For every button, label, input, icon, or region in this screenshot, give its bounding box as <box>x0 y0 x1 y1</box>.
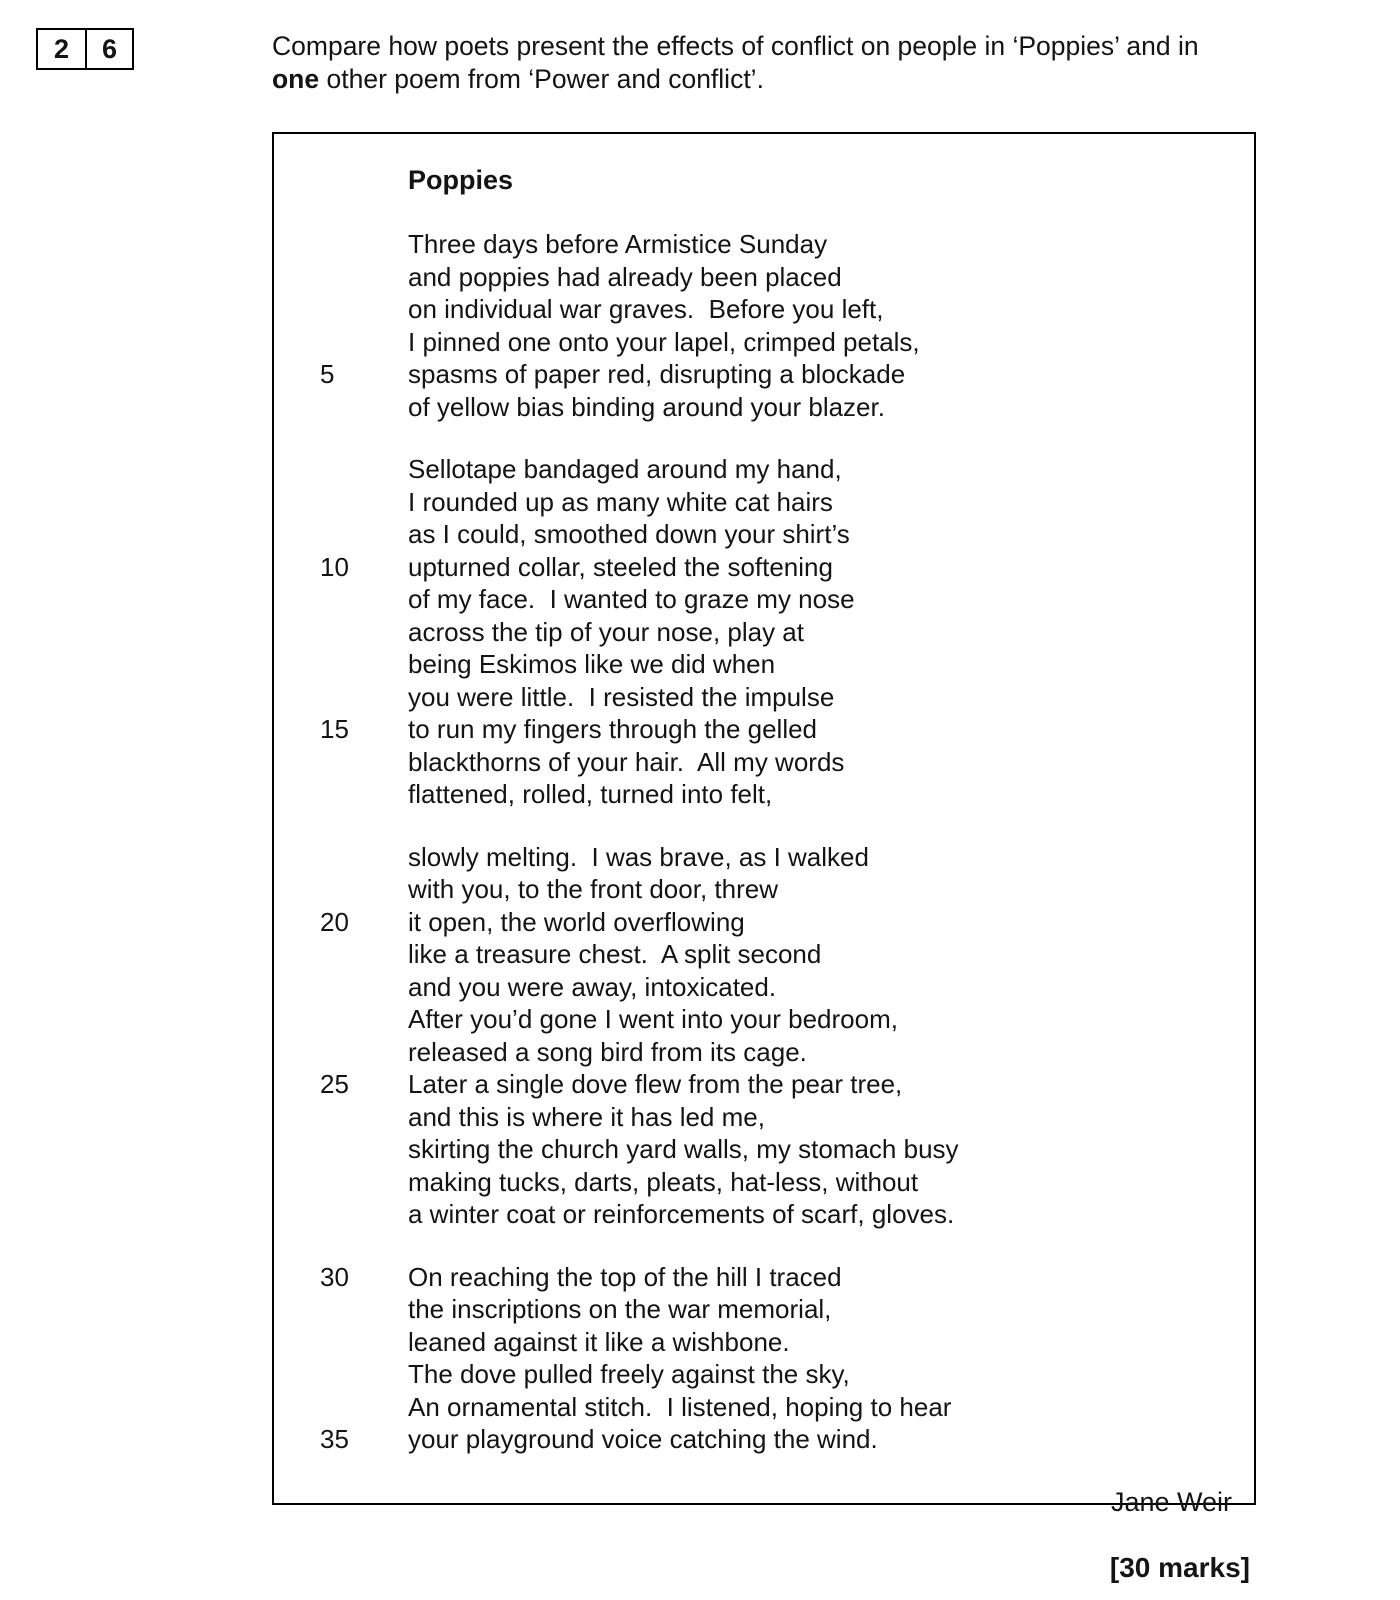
poem-body <box>320 228 1234 1456</box>
poem-line-text: and poppies had already been placed <box>408 261 842 292</box>
poem-line-text: and this is where it has led me, <box>408 1101 765 1132</box>
poem-line <box>320 1198 1234 1231</box>
poem-line <box>320 906 1234 939</box>
question-text-bold-word: one <box>272 64 320 94</box>
line-number <box>320 1036 408 1069</box>
poem-line <box>320 453 1234 486</box>
poem-line-text: and you were away, intoxicated. <box>408 971 777 1002</box>
poem-line <box>320 1423 1234 1456</box>
poem-author: Jane Weir <box>1110 1486 1232 1517</box>
poem-line-text: your playground voice catching the wind. <box>408 1424 878 1454</box>
question-text <box>272 30 1282 96</box>
poem-line <box>320 261 1234 294</box>
poem-line-text: I pinned one onto your lapel, crimped petals, <box>408 326 920 357</box>
poem-line <box>320 391 1234 424</box>
poem-line-text: a winter coat or reinforcements of scarf, gloves. <box>408 1199 955 1229</box>
poem-line <box>320 778 1234 811</box>
poem-line <box>320 1293 1234 1326</box>
poem-line-text: leaned against it like a wishbone. <box>408 1326 790 1357</box>
poem-line-text: of yellow bias binding around your blazer. <box>408 391 885 422</box>
poem-line-text: as I could, smoothed down your shirt’s <box>408 519 850 549</box>
poem-line-text: upturned collar, steeled the softening <box>408 551 833 582</box>
poem-line-text: After you’d gone I went into your bedroom, <box>408 1004 898 1034</box>
poem-line <box>320 1358 1234 1391</box>
poem-line-text: flattened, rolled, turned into felt, <box>408 779 773 809</box>
poem-line-text: slowly melting. I was brave, as I walked <box>408 841 869 872</box>
poem-line-text: skirting the church yard walls, my stomach busy <box>408 1134 959 1164</box>
line-number <box>320 583 408 616</box>
line-number: 20 <box>320 906 349 937</box>
poem-line <box>320 681 1234 714</box>
poem-stanza <box>320 1261 1234 1456</box>
line-number <box>320 648 408 681</box>
poem-line <box>320 616 1234 649</box>
poem-line-text: I rounded up as many white cat hairs <box>408 486 833 517</box>
poem-title: Poppies <box>408 165 514 195</box>
poem-line <box>320 746 1234 779</box>
poem-line <box>320 841 1234 874</box>
line-number <box>320 616 408 649</box>
poem-line <box>320 1068 1234 1101</box>
poem-line <box>320 1261 1234 1294</box>
line-number <box>320 1326 408 1359</box>
line-number <box>320 1293 408 1326</box>
question-number-box <box>36 28 134 70</box>
poem-line-text: spasms of paper red, disrupting a blockade <box>408 359 906 389</box>
poem-line <box>320 1133 1234 1166</box>
poem-line <box>320 873 1234 906</box>
poem-line <box>320 358 1234 391</box>
poem-line-text: it open, the world overflowing <box>408 906 745 937</box>
poem-line <box>320 228 1234 261</box>
line-number: 35 <box>320 1424 349 1454</box>
poem-line <box>320 486 1234 519</box>
poem-line-text: being Eskimos like we did when <box>408 649 776 679</box>
poem-line <box>320 1003 1234 1036</box>
poem-line-text: The dove pulled freely against the sky, <box>408 1359 850 1389</box>
poem-line-text: released a song bird from its cage. <box>408 1036 807 1067</box>
poem-line-text: On reaching the top of the hill I traced <box>408 1261 842 1292</box>
line-number: 10 <box>320 551 349 582</box>
poem-line-text: Later a single dove flew from the pear tree, <box>408 1069 903 1099</box>
line-number <box>320 293 408 326</box>
line-number <box>320 938 408 971</box>
poem-stanza <box>320 228 1234 423</box>
poem-line <box>320 326 1234 359</box>
poem-line <box>320 648 1234 681</box>
marks-label: [30 marks] <box>1109 1552 1250 1583</box>
poem-line-text: Sellotape bandaged around my hand, <box>408 454 842 484</box>
line-number <box>320 841 408 874</box>
line-number <box>320 453 408 486</box>
poem-line-text: blackthorns of your hair. All my words <box>408 746 845 777</box>
line-number: 5 <box>320 359 335 389</box>
poem-line-text: An ornamental stitch. I listened, hoping to hear <box>408 1391 952 1422</box>
poem-line-text: the inscriptions on the war memorial, <box>408 1294 832 1324</box>
line-number: 30 <box>320 1261 349 1292</box>
poem-line <box>320 293 1234 326</box>
poem-line-text: like a treasure chest. A split second <box>408 939 822 969</box>
line-number <box>320 1391 408 1424</box>
line-number: 15 <box>320 714 349 744</box>
line-number <box>320 873 408 906</box>
poem-line-text: you were little. I resisted the impulse <box>408 681 835 712</box>
poem-line <box>320 583 1234 616</box>
poem-line <box>320 971 1234 1004</box>
poem-line <box>320 938 1234 971</box>
line-number <box>320 391 408 424</box>
line-number <box>320 1003 408 1036</box>
poem-line <box>320 1391 1234 1424</box>
poem-line <box>320 1036 1234 1069</box>
poem-box <box>272 132 1256 1517</box>
line-number <box>320 518 408 551</box>
question-number-first: 2 <box>53 33 70 64</box>
poem-line <box>320 1326 1234 1359</box>
line-number: 25 <box>320 1069 349 1099</box>
line-number <box>320 746 408 779</box>
poem-line <box>320 1101 1234 1134</box>
poem-line <box>320 1166 1234 1199</box>
poem-line-text: with you, to the front door, threw <box>408 874 778 904</box>
line-number <box>320 778 408 811</box>
poem-stanza <box>320 841 1234 1231</box>
poem-line <box>320 551 1234 584</box>
line-number <box>320 1358 408 1391</box>
poem-stanza <box>320 453 1234 811</box>
line-number <box>320 326 408 359</box>
question-text-line1: Compare how poets present the effects of conflict on people in ‘Poppies’ and in <box>272 31 1199 61</box>
line-number <box>320 228 408 261</box>
poem-line-text: Three days before Armistice Sunday <box>408 229 828 259</box>
poem-line-text: across the tip of your nose, play at <box>408 616 804 647</box>
line-number <box>320 261 408 294</box>
line-number <box>320 1198 408 1231</box>
poem-line <box>320 713 1234 746</box>
poem-line-text: making tucks, darts, pleats, hat-less, without <box>408 1166 919 1197</box>
poem-line-text: on individual war graves. Before you left, <box>408 294 884 324</box>
question-text-line2-rest: other poem from ‘Power and conflict’. <box>319 64 764 94</box>
poem-line <box>320 518 1234 551</box>
line-number <box>320 971 408 1004</box>
question-number-second: 6 <box>85 30 132 68</box>
line-number <box>320 1101 408 1134</box>
line-number <box>320 486 408 519</box>
poem-line-text: of my face. I wanted to graze my nose <box>408 584 855 614</box>
line-number <box>320 681 408 714</box>
line-number <box>320 1166 408 1199</box>
line-number <box>320 1133 408 1166</box>
poem-line-text: to run my fingers through the gelled <box>408 714 818 744</box>
